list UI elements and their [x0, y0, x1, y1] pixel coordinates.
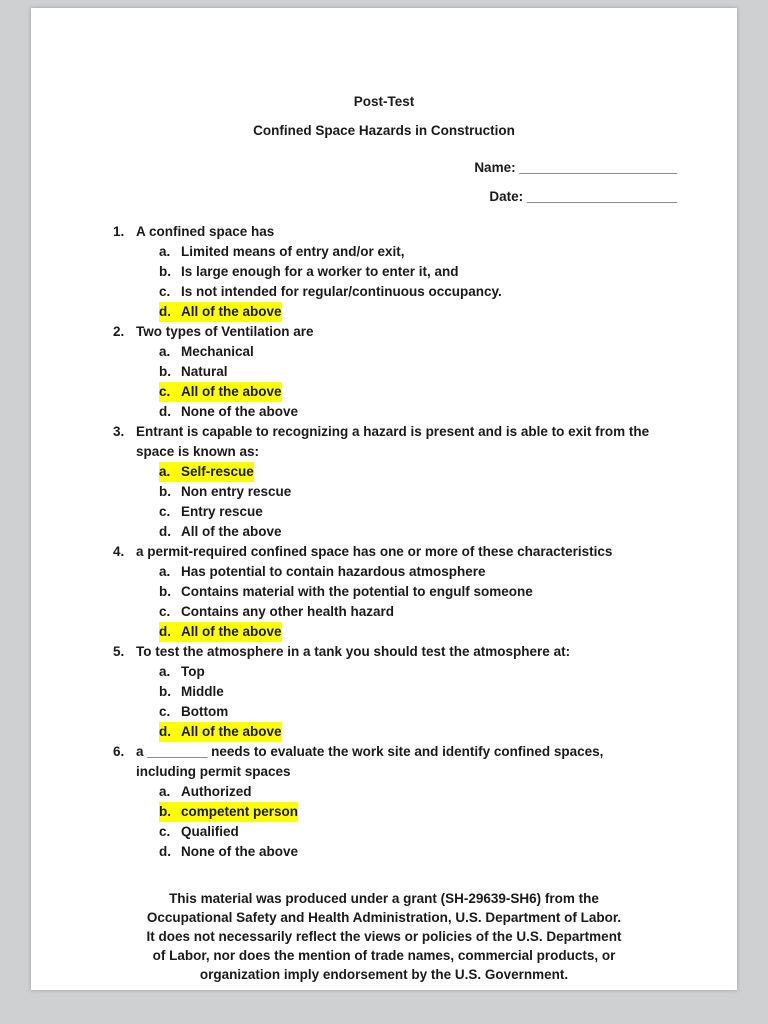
- answer-option-content: [159, 342, 254, 362]
- option-text: competent person: [181, 804, 299, 819]
- answer-option: [113, 502, 667, 522]
- question-header: [113, 422, 667, 462]
- answer-option: [113, 522, 667, 542]
- answer-option-content: [159, 242, 405, 262]
- option-text: Bottom: [181, 704, 229, 719]
- option-letter: b.: [159, 584, 171, 599]
- option-text: Contains any other health hazard: [181, 604, 395, 619]
- question-number: 2.: [113, 324, 125, 339]
- option-letter: a.: [159, 784, 171, 799]
- answer-option-content: [159, 402, 298, 422]
- answer-option-highlighted: [159, 622, 282, 642]
- option-letter: a.: [159, 244, 171, 259]
- question-header: [113, 642, 667, 662]
- option-text: Non entry rescue: [181, 484, 292, 499]
- answer-option: [113, 802, 667, 822]
- option-letter: a.: [159, 564, 171, 579]
- option-letter: d.: [159, 524, 171, 539]
- answer-option-content: [159, 602, 394, 622]
- document-page: [31, 8, 737, 990]
- option-letter: d.: [159, 624, 171, 639]
- option-letter: b.: [159, 804, 171, 819]
- answer-option-content: [159, 662, 205, 682]
- answer-option-content: [159, 262, 459, 282]
- option-text: Natural: [181, 364, 228, 379]
- question-text: a ________ needs to evaluate the work site and identify confined spaces, including permit spaces: [136, 744, 604, 779]
- answer-option: [113, 602, 667, 622]
- option-text: Mechanical: [181, 344, 254, 359]
- option-text: Has potential to contain hazardous atmosphere: [181, 564, 486, 579]
- answer-option: [113, 842, 667, 862]
- answer-option: [113, 262, 667, 282]
- answer-option-content: [159, 702, 228, 722]
- option-letter: b.: [159, 364, 171, 379]
- option-text: None of the above: [181, 404, 299, 419]
- answer-option-content: [159, 682, 224, 702]
- document-title: Post-Test: [353, 94, 415, 109]
- answer-option: [113, 482, 667, 502]
- option-letter: d.: [159, 724, 171, 739]
- option-letter: c.: [159, 384, 171, 399]
- questions: [31, 222, 737, 862]
- question-header: [113, 222, 667, 242]
- question-text: To test the atmosphere in a tank you should test the atmosphere at:: [136, 644, 571, 659]
- answer-option: [113, 462, 667, 482]
- question: [113, 422, 667, 542]
- option-letter: a.: [159, 344, 171, 359]
- answer-option: [113, 622, 667, 642]
- question: [113, 742, 667, 862]
- question: [113, 542, 667, 642]
- answer-option-content: [159, 562, 486, 582]
- option-letter: b.: [159, 264, 171, 279]
- option-text: All of the above: [181, 384, 282, 399]
- answer-option: [113, 382, 667, 402]
- question-text: Two types of Ventilation are: [136, 324, 314, 339]
- answer-option: [113, 782, 667, 802]
- answer-option-content: [159, 782, 252, 802]
- question-header: [113, 322, 667, 342]
- grant-disclaimer: This material was produced under a grant (SH-29639-SH6) from the Occupational Safety and Health Administration, U.S. Department of Labor. It does not necessarily reflect the views or policies of the U.S. Department of Labor, nor does the mention of trade names, commercial products, or organization imply endorsement by the U.S. Government.: [146, 891, 622, 982]
- question-header: [113, 542, 667, 562]
- answer-option: [113, 722, 667, 742]
- option-text: Entry rescue: [181, 504, 263, 519]
- option-text: All of the above: [181, 624, 282, 639]
- option-letter: c.: [159, 604, 171, 619]
- answer-option-content: [159, 582, 533, 602]
- option-text: Contains material with the potential to engulf someone: [181, 584, 533, 599]
- answer-option-content: [159, 282, 502, 302]
- question-number: 1.: [113, 224, 125, 239]
- option-letter: c.: [159, 704, 171, 719]
- option-letter: a.: [159, 464, 171, 479]
- question-number: 3.: [113, 424, 125, 439]
- answer-option: [113, 682, 667, 702]
- question-number: 5.: [113, 644, 125, 659]
- option-letter: c.: [159, 824, 171, 839]
- option-letter: b.: [159, 684, 171, 699]
- option-text: Middle: [181, 684, 224, 699]
- option-letter: a.: [159, 664, 171, 679]
- option-text: Authorized: [181, 784, 252, 799]
- option-text: All of the above: [181, 524, 282, 539]
- question-number: 4.: [113, 544, 125, 559]
- option-text: None of the above: [181, 844, 299, 859]
- option-text: All of the above: [181, 724, 282, 739]
- question: [113, 222, 667, 322]
- question: [113, 642, 667, 742]
- answer-option: [113, 242, 667, 262]
- answer-option: [113, 702, 667, 722]
- answer-option-highlighted: [159, 462, 254, 482]
- question: [113, 322, 667, 422]
- answer-option: [113, 562, 667, 582]
- option-text: Limited means of entry and/or exit,: [181, 244, 405, 259]
- answer-option: [113, 822, 667, 842]
- answer-option-highlighted: [159, 382, 282, 402]
- name-date-block: [31, 153, 737, 211]
- answer-option-content: [159, 822, 239, 842]
- answer-option-content: [159, 842, 298, 862]
- answer-option-highlighted: [159, 302, 282, 322]
- option-letter: d.: [159, 404, 171, 419]
- answer-option: [113, 662, 667, 682]
- option-text: Qualified: [181, 824, 239, 839]
- answer-option: [113, 282, 667, 302]
- name-field-line: Name: _____________________: [474, 160, 677, 175]
- answer-option: [113, 402, 667, 422]
- question-text: a permit-required confined space has one or more of these characteristics: [136, 544, 613, 559]
- question-header: [113, 742, 667, 782]
- option-text: Top: [181, 664, 205, 679]
- question-text: A confined space has: [136, 224, 275, 239]
- answer-option: [113, 362, 667, 382]
- answer-option-highlighted: [159, 802, 298, 822]
- answer-option: [113, 302, 667, 322]
- option-text: Is not intended for regular/continuous occupancy.: [181, 284, 502, 299]
- answer-option-content: [159, 362, 228, 382]
- option-text: Self-rescue: [181, 464, 254, 479]
- option-letter: b.: [159, 484, 171, 499]
- option-text: All of the above: [181, 304, 282, 319]
- answer-option-highlighted: [159, 722, 282, 742]
- answer-option: [113, 582, 667, 602]
- option-letter: d.: [159, 304, 171, 319]
- answer-option-content: [159, 502, 263, 522]
- option-letter: c.: [159, 284, 171, 299]
- option-letter: d.: [159, 844, 171, 859]
- option-letter: c.: [159, 504, 171, 519]
- question-number: 6.: [113, 744, 125, 759]
- document-subtitle: Confined Space Hazards in Construction: [253, 123, 515, 138]
- question-text: Entrant is capable to recognizing a hazard is present and is able to exit from the space is known as:: [136, 424, 650, 459]
- date-field-line: Date: ____________________: [489, 189, 677, 204]
- answer-option-content: [159, 522, 282, 542]
- answer-option: [113, 342, 667, 362]
- option-text: Is large enough for a worker to enter it, and: [181, 264, 459, 279]
- answer-option-content: [159, 482, 291, 502]
